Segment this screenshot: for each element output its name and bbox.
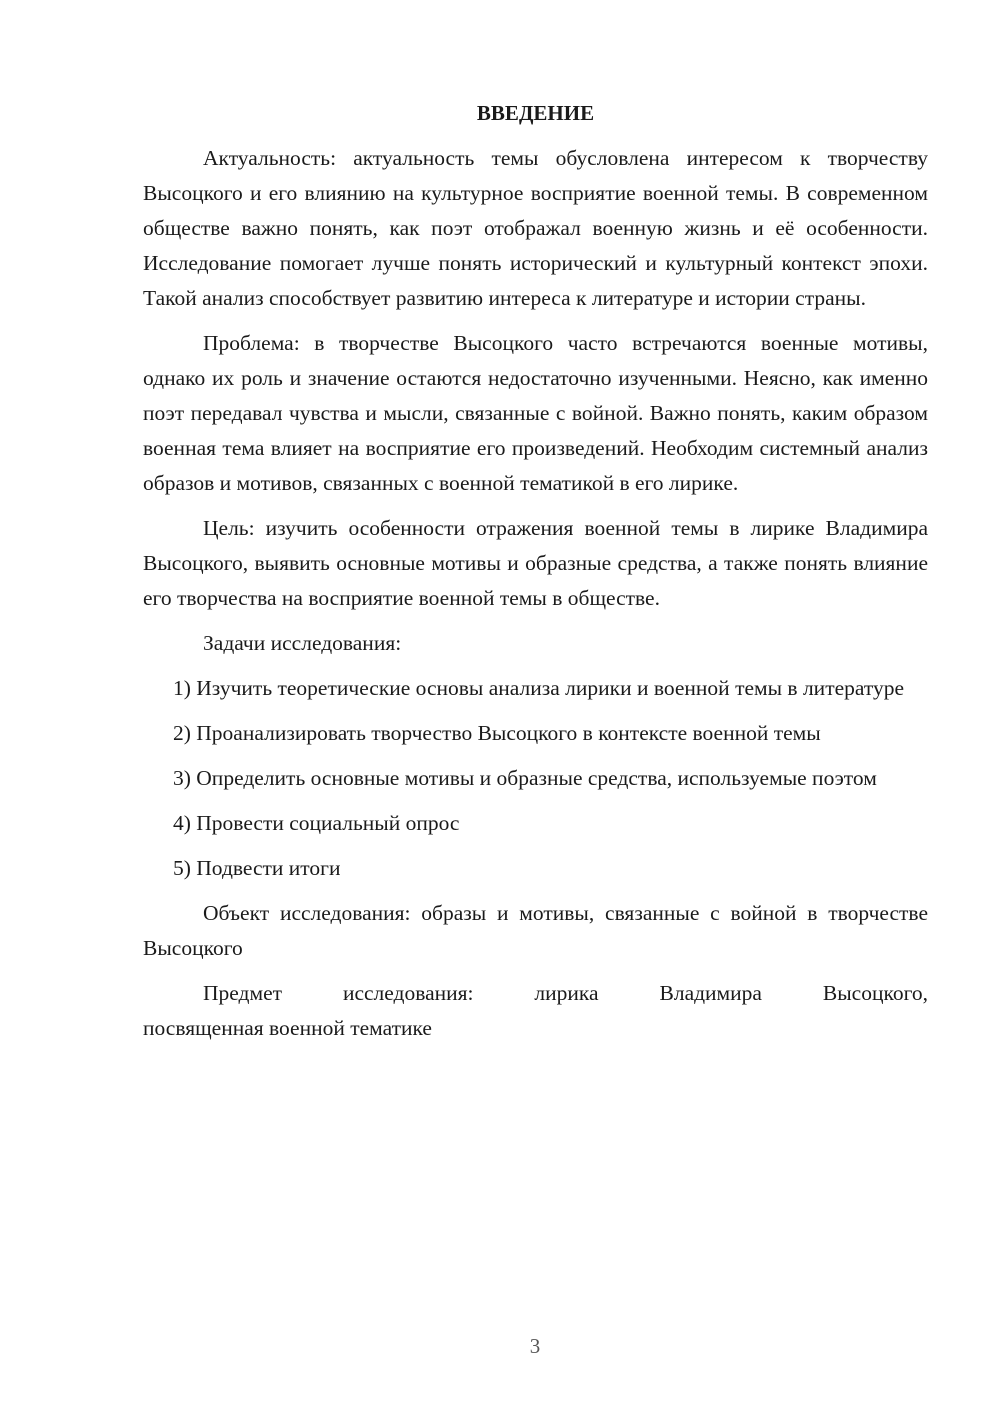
page-number: 3	[529, 1334, 541, 1358]
task-item: 1) Изучить теоретические основы анализа лирики и военной темы в литературе	[173, 676, 905, 700]
subject-paragraph	[143, 976, 928, 1046]
goal-paragraph: Цель: изучить особенности отражения военной темы в лирике Владимира Высоцкого, выявить основные мотивы и образные средства, а также понять влияние его творчества на восприятие военной темы в обществе.	[143, 516, 928, 610]
subject-line-1: Предмет исследования: лирика Владимира Высоцкого,	[203, 981, 928, 1005]
subject-line-2: посвященная военной тематике	[143, 1016, 432, 1040]
tasks-heading: Задачи исследования:	[203, 631, 402, 655]
task-item: 4) Провести социальный опрос	[173, 811, 460, 835]
relevance-paragraph: Актуальность: актуальность темы обусловлена интересом к творчеству Высоцкого и его влиянию на культурное восприятие военной темы. В современном обществе важно понять, как поэт отображал военную жизнь и её особенности. Исследование помогает лучше понять исторический и культурный контекст эпохи. Такой анализ способствует развитию интереса к литературе и истории страны.	[143, 146, 928, 310]
problem-paragraph: Проблема: в творчестве Высоцкого часто встречаются военные мотивы, однако их роль и значение остаются недостаточно изученными. Неясно, как именно поэт передавал чувства и мысли, связанные с войной. Важно понять, каким образом военная тема влияет на восприятие его произведений. Необходим системный анализ образов и мотивов, связанных с военной тематикой в его лирике.	[143, 331, 928, 495]
task-item: 3) Определить основные мотивы и образные средства, используемые поэтом	[173, 766, 877, 790]
object-paragraph: Объект исследования: образы и мотивы, связанные с войной в творчестве Высоцкого	[143, 901, 928, 960]
task-item: 2) Проанализировать творчество Высоцкого в контексте военной темы	[173, 721, 821, 745]
page-title: ВВЕДЕНИЕ	[476, 101, 595, 125]
document-page	[143, 96, 928, 1046]
task-item: 5) Подвести итоги	[173, 856, 341, 880]
